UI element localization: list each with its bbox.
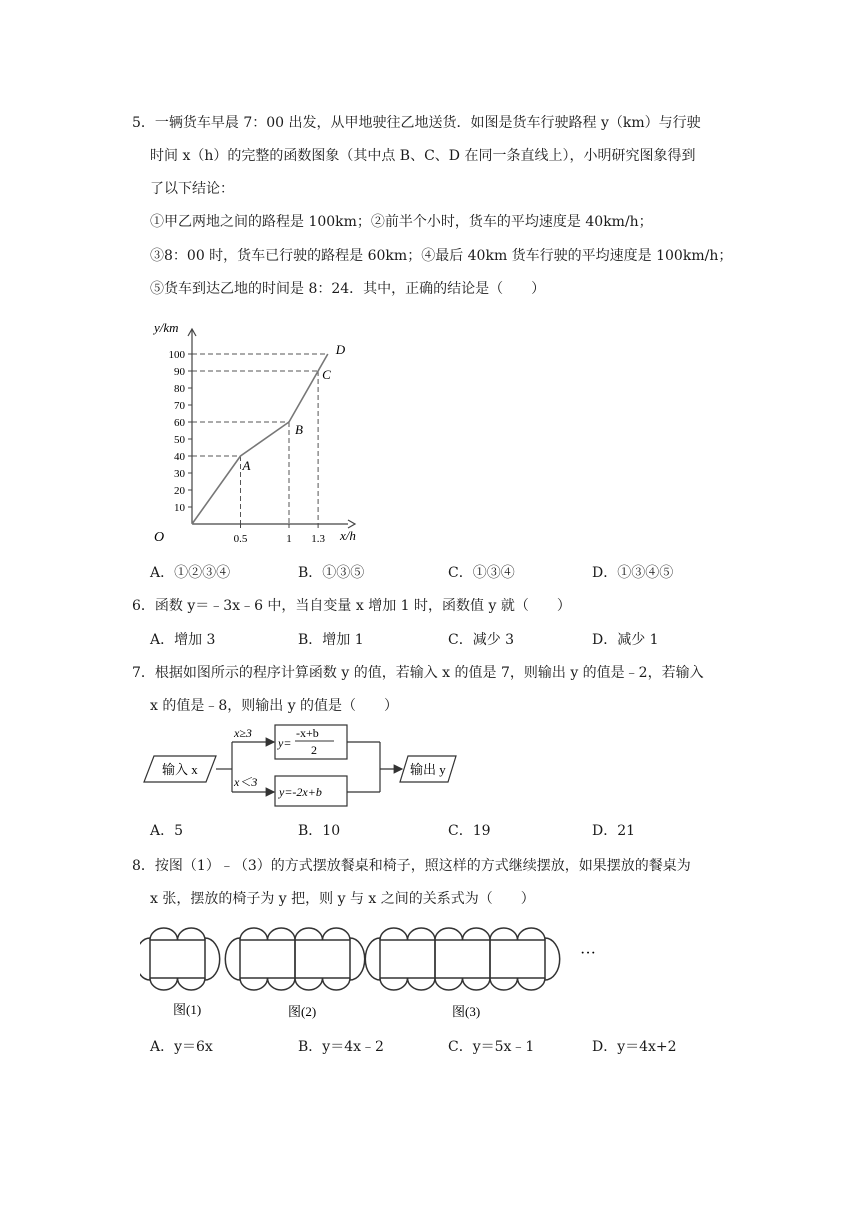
chair-bottom [462, 978, 490, 990]
chair-top [490, 928, 518, 940]
formula-top-numerator: -x+b [296, 726, 319, 740]
q8-option-a[interactable]: A．y＝6x [150, 1039, 213, 1055]
y-tick-label: 70 [174, 400, 185, 412]
tables-and-chairs-figure [140, 918, 620, 1026]
q5-line-3: 了以下结论： [150, 181, 234, 197]
chair-top [178, 928, 206, 940]
x-tick-label: 0.5 [233, 533, 248, 545]
q6-option-c[interactable]: C．减少 3 [448, 632, 515, 648]
y-tick-label: 40 [174, 451, 185, 463]
q7-option-d[interactable]: D．21 [592, 823, 636, 839]
chair-bottom [323, 978, 351, 990]
distance-time-chart [140, 315, 370, 550]
chair-bottom [295, 978, 323, 990]
q7-line-2: x 的值是﹣8，则输出 y 的值是（ ） [150, 698, 399, 714]
point-label-D: D [335, 342, 346, 357]
q8-option-b[interactable]: B．y＝4x﹣2 [298, 1039, 384, 1055]
q5-line-5: ③8：00 时，货车已行驶的路程是 60km；④最后 40km 货车行驶的平均速度是 100km/h； [150, 248, 733, 264]
chair-bottom [380, 978, 408, 990]
side-chair-left [225, 938, 240, 980]
q6-options [150, 630, 750, 650]
side-chair-left [365, 938, 380, 980]
figure-caption-2: 图(2) [288, 1004, 317, 1019]
q5-option-d[interactable]: D．①③④⑤ [592, 565, 674, 581]
point-label-A: A [242, 458, 251, 473]
figure-ellipsis: ··· [580, 945, 596, 962]
q6-option-b[interactable]: B．增加 1 [298, 632, 364, 648]
y-tick-label: 20 [174, 485, 185, 497]
table [490, 940, 545, 978]
q7-option-a[interactable]: A．5 [150, 823, 184, 839]
chair-top [268, 928, 296, 940]
y-tick-label: 90 [174, 366, 185, 378]
input-label: 输入 x [162, 762, 198, 777]
q8-option-c[interactable]: C．y＝5x﹣1 [448, 1039, 535, 1055]
chair-bottom [490, 978, 518, 990]
chair-top [240, 928, 268, 940]
y-tick-label: 80 [174, 383, 185, 395]
output-label: 输出 y [410, 762, 446, 777]
tables-drawing [140, 928, 560, 990]
q8-option-d[interactable]: D．y＝4x+2 [592, 1039, 677, 1055]
q8-options [150, 1037, 750, 1057]
chart-ylabel: y/km [154, 320, 179, 335]
chair-bottom [178, 978, 206, 990]
table [150, 940, 205, 978]
chair-top [150, 928, 178, 940]
y-tick-label: 100 [168, 349, 185, 361]
side-chair-right [350, 938, 365, 980]
chair-top [408, 928, 436, 940]
y-tick-label: 30 [174, 468, 185, 480]
y-tick-label: 60 [174, 417, 185, 429]
chair-top [295, 928, 323, 940]
table [380, 940, 435, 978]
chair-top [323, 928, 351, 940]
chair-bottom [435, 978, 463, 990]
y-tick-label: 50 [174, 434, 185, 446]
x-tick-label: 1.3 [311, 533, 325, 545]
table [295, 940, 350, 978]
chair-top [380, 928, 408, 940]
chart-axes [188, 329, 355, 528]
program-flowchart [140, 722, 460, 814]
x-tick-label: 1 [286, 533, 292, 545]
q5-option-c[interactable]: C．①③④ [448, 565, 515, 581]
side-chair-right [205, 938, 220, 980]
chair-top [435, 928, 463, 940]
chair-bottom [150, 978, 178, 990]
y-tick-label: 10 [174, 502, 185, 514]
q6-option-a[interactable]: A．增加 3 [150, 632, 216, 648]
chair-top [462, 928, 490, 940]
table [240, 940, 295, 978]
chair-top [518, 928, 546, 940]
chart-guide-lines [192, 354, 328, 524]
q6-line-1: 6．函数 y＝﹣3x﹣6 中，当自变量 x 增加 1 时，函数值 y 就（ ） [132, 598, 571, 614]
chart-origin-label: O [154, 530, 165, 545]
formula-top-denominator: 2 [311, 743, 317, 757]
formula-bottom: y=-2x+b [279, 785, 322, 799]
q5-line-1: 5．一辆货车早晨 7：00 出发，从甲地驶往乙地送货．如图是货车行驶路程 y（km）与行驶 [132, 115, 701, 131]
q5-option-b[interactable]: B．①③⑤ [298, 565, 365, 581]
q7-options [150, 821, 750, 841]
point-label-C: C [322, 367, 331, 382]
q5-option-a[interactable]: A．①②③④ [150, 565, 231, 581]
x-axis-arrow [348, 520, 355, 528]
chair-bottom [408, 978, 436, 990]
chart-xlabel: x/h [340, 528, 356, 543]
q6-option-d[interactable]: D．减少 1 [592, 632, 659, 648]
q8-line-2: x 张，摆放的椅子为 y 把，则 y 与 x 之间的关系式为（ ） [150, 891, 535, 907]
formula-top-lhs: y= [278, 736, 292, 750]
condition-top: x≥3 [234, 726, 252, 740]
side-chair-left [140, 938, 150, 980]
chair-bottom [268, 978, 296, 990]
condition-bottom: x＜3 [234, 775, 258, 789]
table [435, 940, 490, 978]
q5-options [150, 563, 750, 583]
point-label-B: B [295, 422, 303, 437]
chair-bottom [518, 978, 546, 990]
chair-bottom [240, 978, 268, 990]
q5-line-4: ①甲乙两地之间的路程是 100km；②前半个小时，货车的平均速度是 40km/h； [150, 214, 653, 230]
side-chair-right [545, 938, 560, 980]
chart-series [192, 342, 346, 524]
q7-option-b[interactable]: B．10 [298, 823, 341, 839]
q7-option-c[interactable]: C．19 [448, 823, 491, 839]
q5-line-2: 时间 x（h）的完整的函数图象（其中点 B、C、D 在同一条直线上），小明研究图象得到 [150, 148, 696, 164]
q7-line-1: 7．根据如图所示的程序计算函数 y 的值，若输入 x 的值是 7，则输出 y 的值是﹣2，若输入 [132, 665, 704, 681]
figure-caption-1: 图(1) [173, 1002, 202, 1017]
figure-caption-3: 图(3) [452, 1004, 481, 1019]
q5-line-6: ⑤货车到达乙地的时间是 8：24．其中，正确的结论是（ ） [150, 281, 546, 297]
q8-line-1: 8．按图（1）﹣（3）的方式摆放餐桌和椅子，照这样的方式继续摆放，如果摆放的餐桌为 [132, 858, 691, 874]
series-line [192, 354, 328, 524]
